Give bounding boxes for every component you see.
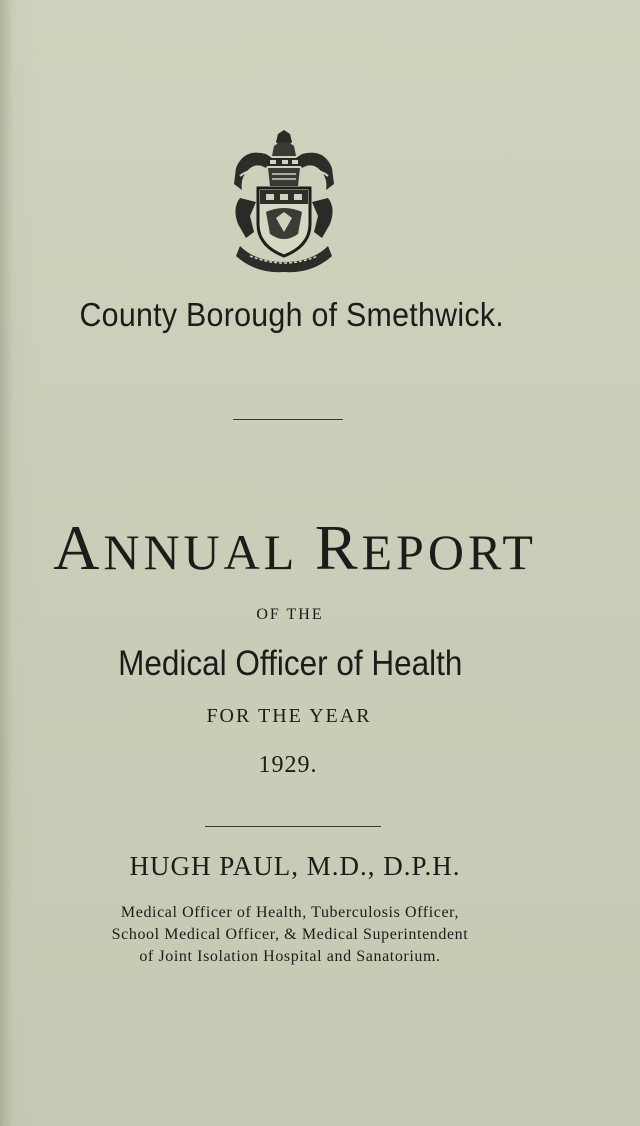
divider-middle — [205, 826, 381, 827]
coat-of-arms-icon — [226, 128, 342, 274]
of-the-label: OF THE — [256, 606, 324, 623]
author-description-line: Medical Officer of Health, Tuberculosis Officer, — [120, 904, 460, 921]
author-description-line: School Medical Officer, & Medical Superintendent — [111, 926, 469, 943]
author-description — [0, 902, 580, 968]
report-year: 1929. — [258, 752, 318, 778]
author-name: HUGH PAUL, M.D., D.P.H. — [129, 851, 461, 881]
for-the-year-label: FOR THE YEAR — [206, 705, 372, 727]
borough-title: County Borough of Smethwick. — [79, 296, 505, 333]
author-description-line: of Joint Isolation Hospital and Sanatorium. — [139, 948, 441, 965]
officer-title: Medical Officer of Health — [117, 644, 463, 683]
report-title: ANNUAL REPORT — [53, 512, 537, 583]
divider-top — [233, 419, 343, 420]
